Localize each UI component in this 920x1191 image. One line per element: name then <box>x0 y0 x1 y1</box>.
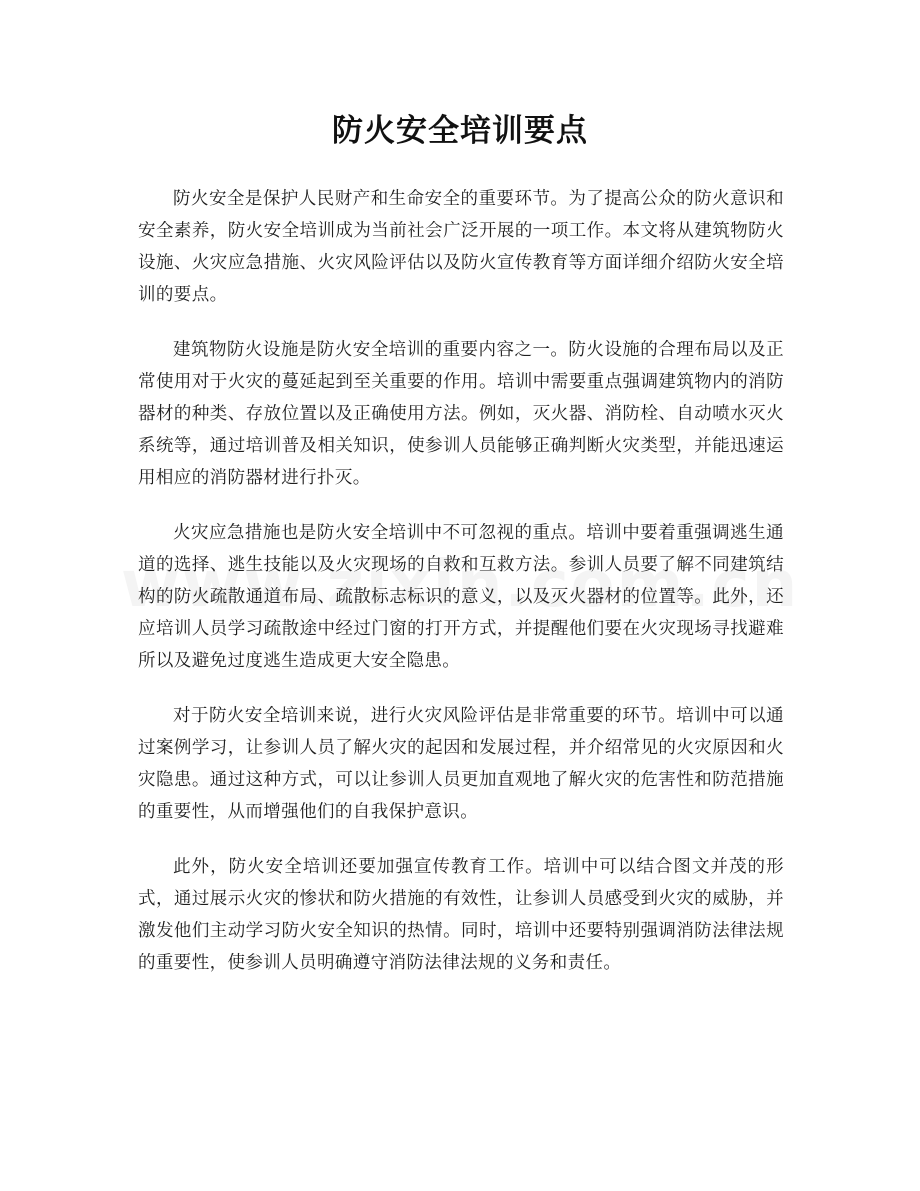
paragraph-publicity-education: 此外，防火安全培训还要加强宣传教育工作。培训中可以结合图文并茂的形式，通过展示火灾的惨状和防火措施的有效性，让参训人员感受到火灾的威胁，并激发他们主动学习防火安全知识的热情。同时，培训中还要特别强调消防法律法规的重要性，使参训人员明确遵守消防法律法规的义务和责任。 <box>138 857 784 973</box>
paragraph-intro: 防火安全是保护人民财产和生命安全的重要环节。为了提高公众的防火意识和安全素养，防火安全培训成为当前社会广泛开展的一项工作。本文将从建筑物防火设施、火灾应急措施、火灾风险评估以及防火宣传教育等方面详细介绍防火安全培训的要点。 <box>138 189 784 305</box>
paragraph-emergency-measures: 火灾应急措施也是防火安全培训中不可忽视的重点。培训中要着重强调逃生通道的选择、逃生技能以及火灾现场的自救和互救方法。参训人员要了解不同建筑结构的防火疏散通道布局、疏散标志标识的意义，以及灭火器材的位置等。此外，还应培训人员学习疏散途中经过门窗的打开方式，并提醒他们要在火灾现场寻找避难所以及避免过度逃生造成更大安全隐患。 <box>138 523 784 671</box>
paragraph-building-facilities: 建筑物防火设施是防火安全培训的重要内容之一。防火设施的合理布局以及正常使用对于火灾的蔓延起到至关重要的作用。培训中需要重点强调建筑物内的消防器材的种类、存放位置以及正确使用方法。例如，灭火器、消防栓、自动喷水灭火系统等，通过培训普及相关知识，使参训人员能够正确判断火灾类型，并能迅速运用相应的消防器材进行扑灭。 <box>138 340 784 488</box>
paragraph-risk-assessment: 对于防火安全培训来说，进行火灾风险评估是非常重要的环节。培训中可以通过案例学习，让参训人员了解火灾的起因和发展过程，并介绍常见的火灾原因和火灾隐患。通过这种方式，可以让参训人员更加直观地了解火灾的危害性和防范措施的重要性，从而增强他们的自我保护意识。 <box>138 706 784 822</box>
document-title: 防火安全培训要点 <box>332 113 588 149</box>
document-body <box>138 183 784 1002</box>
